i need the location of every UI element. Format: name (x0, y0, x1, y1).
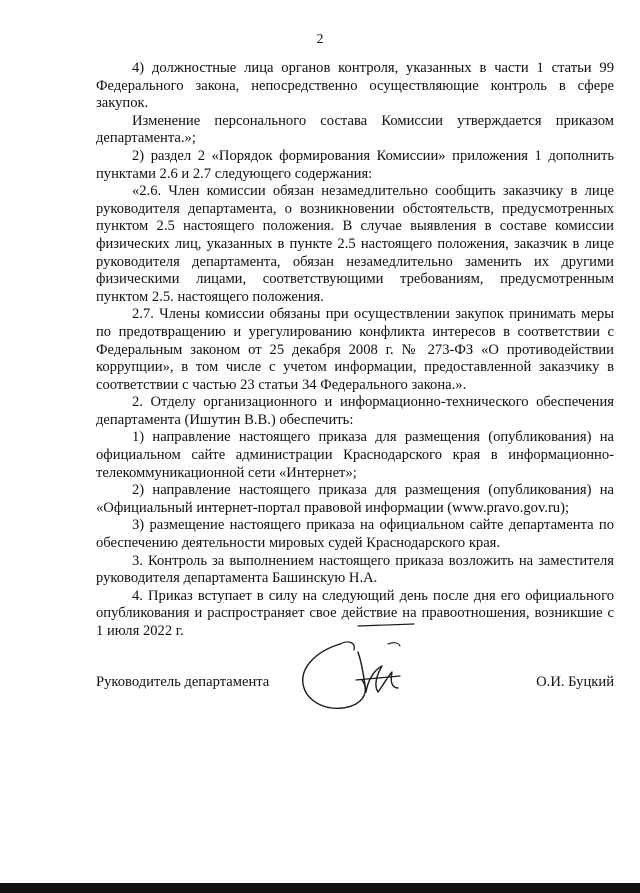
paragraph-clause-2-7: 2.7. Члены комиссии обязаны при осуществлении закупок принимать меры по предотвращению и урегулированию конфликта интересов в соответствии с Федеральным законом от 25 декабря 2008 г. № 273-ФЗ «О противодействии коррупции», в том числе с учетом информации, предоставленной заказчику в соответствии с частью 23 статьи 34 Федерального закона.». (96, 306, 614, 393)
paragraph-department-instruction: 2. Отделу организационного и информационно-технического обеспечения департамента (Ишутин В.В.) обеспечить: (96, 394, 614, 428)
paragraph-commission-change: Изменение персонального состава Комиссии утверждается приказом департамента.»; (96, 112, 614, 147)
paragraph-clause-2-6: «2.6. Член комиссии обязан незамедлительно сообщить заказчику в лице руководителя департамента, о возникновении обстоятельств, предусмотренных пунктом 2.5 настоящего положения. В случае выявления в составе комиссии физических лиц, указанных в пункте 2.5 настоящего положения, заказчик в лице руководителя департамента, обязан незамедлительно заменить их другими физическими лицами, соответствующими требованиям, предусмотренным пунктом 2.5. настоящего положения. (96, 183, 614, 305)
paragraph-section-2-amendment: 2) раздел 2 «Порядок формирования Комиссии» приложения 1 дополнить пунктами 2.6 и 2.7 следующего содержания: (96, 147, 614, 182)
signatory-name: О.И. Буцкий (536, 674, 614, 690)
paragraph-publication-1: 1) направление настоящего приказа для размещения (опубликования) на официальном сайте администрации Краснодарского края в информационно-телекоммуникационной сети «Интернет»; (96, 429, 614, 481)
paragraph-publication-2: 2) направление настоящего приказа для размещения (опубликования) на «Официальный интернет-портал правовой информации (www.pravo.gov.ru); (96, 482, 614, 516)
paragraph-control: 3. Контроль за выполнением настоящего приказа возложить на заместителя руководителя департамента Башинскую Н.А. (96, 552, 614, 587)
paragraph-item-4: 4) должностные лица органов контроля, указанных в части 1 статьи 99 Федерального закона, непосредственно осуществляющие контроль в сфере закупок. (96, 60, 614, 112)
signature-block (96, 674, 614, 694)
scan-edge (0, 883, 640, 893)
document-body (96, 60, 614, 641)
paragraph-entry-into-force: 4. Приказ вступает в силу на следующий день после дня его официального опубликования и распространяет свое действие на правоотношения, возникшие с 1 июля 2022 г. (96, 587, 614, 639)
page-number: 2 (316, 32, 324, 47)
signatory-position: Руководитель департамента (96, 674, 270, 690)
paragraph-publication-3: 3) размещение настоящего приказа на официальном сайте департамента по обеспечению деятельности мировых судей Краснодарского края. (96, 517, 614, 552)
handwritten-signature (296, 622, 426, 714)
